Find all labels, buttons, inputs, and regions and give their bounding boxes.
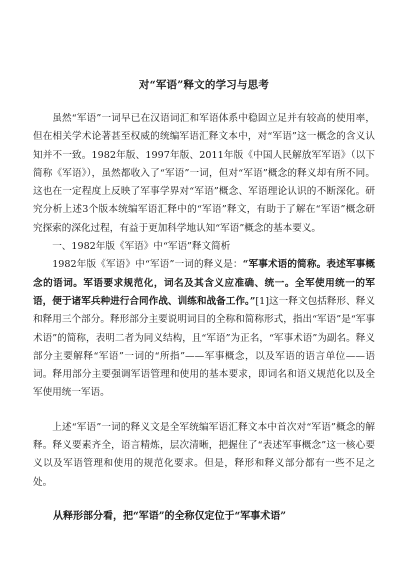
paragraph-gap xyxy=(33,403,375,419)
intro-paragraph: 虽然“军语”一词早已在汉语词汇和军语体系中稳固立足并有较高的使用率，但在相关学术论著甚至权威的统编军语汇释文本中，对“军语”这一概念的含义认知并不一致。1982年版、1997年版、2011年版《中国人民解放军军语》（以下简称《军语》），虽然都收入了“军语”一词，但对“军语”概念的释义却有所不同。这也在一定程度上反映了军事学界对“军语”概念、军语理论认识的不断深化。研究分析上述3个版本统编军语汇释中的“军语”释文，有助于了解在“军语”概念研究探索的深化过程，有益于更加科学地认知“军语”概念的基本要义。 xyxy=(33,113,375,234)
definition-quote: “军事术语的简称。表述军事概念的语词。军语要求规范化，词名及其含义应准确、统一。全军使用统一的军语，便于诸军兵种进行合同作战、训练和战备工作。” xyxy=(33,259,375,307)
definition-intro: 1982年版《军语》中“军语”一词的释义是： xyxy=(52,259,243,271)
paragraph-gap-2 xyxy=(33,492,375,508)
section-heading-1: 一、1982年版《军语》中“军语”释文简析 xyxy=(52,241,231,253)
continuation-line: 从释形部分看，把“军语”的全称仅定位于“军事术语” xyxy=(53,510,287,522)
definition-analysis: [1]这一释文包括释形、释义和释用三个部分。释形部分主要说明词目的全称和简称形式，指出“军语”是“军事术语”的简称，表明二者为同义结构，且“军语”为正名，“军事术语”为副名。释义部分主要解释“军语”一词的“所指”——军事概念，以及军语的语言单位——语词。释用部分主要强调军语管理和使用的基本要求，即词名和语义规范化以及全军使用统一军语。 xyxy=(33,295,375,399)
document-title: 对“军语”释文的学习与思考 xyxy=(138,79,270,91)
definition-paragraph xyxy=(33,256,375,402)
evaluation-paragraph: 上述“军语”一词的释义文是全军统编军语汇释文本中首次对“军语”概念的解释。释义要素齐全，语言精炼，层次清晰，把握住了“表述军事概念”这一核心要义以及军语管理和使用的规范化要求。但是，释形和释义部分都有一些不足之处。 xyxy=(33,421,375,488)
